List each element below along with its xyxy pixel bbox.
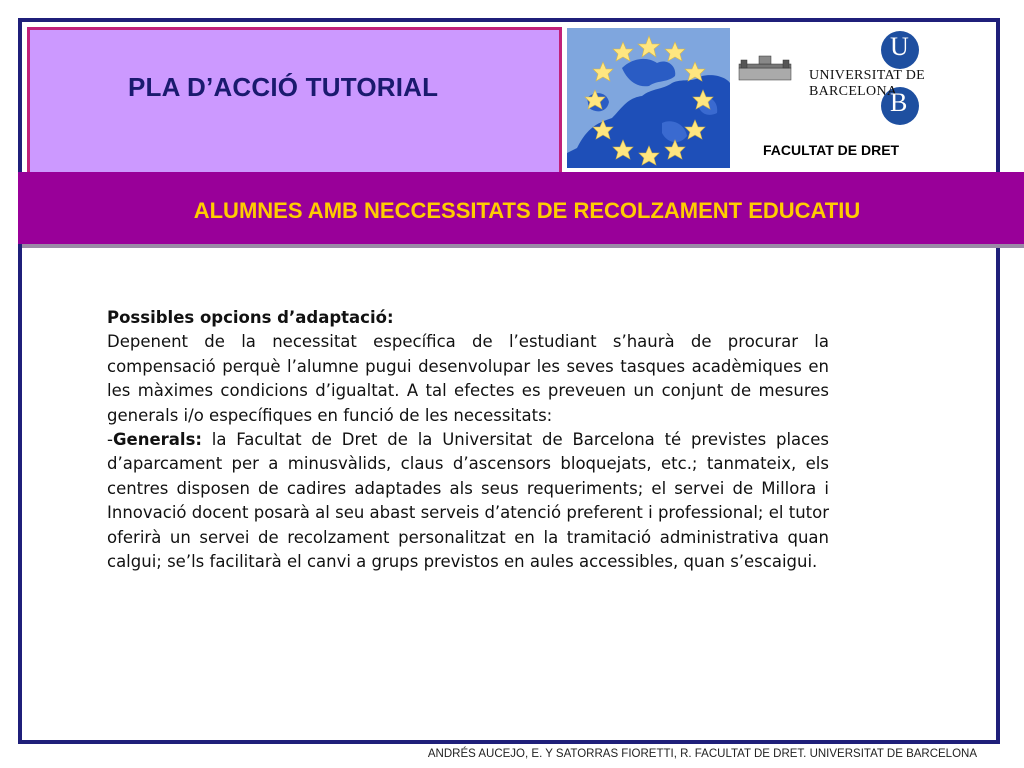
generals-paragraph bbox=[107, 428, 829, 574]
generals-label: Generals: bbox=[112, 430, 202, 450]
footer-credits: ANDRÉS AUCEJO, E. Y SATORRAS FIORETTI, R. FACULTAT DE DRET. UNIVERSITAT DE BARCELONA bbox=[427, 748, 977, 760]
faculty-label: FACULTAT DE DRET bbox=[763, 142, 900, 158]
title-box bbox=[27, 27, 562, 179]
logo-letter-u: U bbox=[890, 32, 909, 61]
content-body bbox=[107, 306, 829, 574]
university-logo bbox=[735, 28, 997, 138]
generals-prefix: - bbox=[107, 430, 113, 450]
banner-title: ALUMNES AMB NECCESSITATS DE RECOLZAMENT EDUCATIU bbox=[193, 198, 861, 223]
eu-map-image bbox=[567, 28, 730, 168]
generals-text: la Facultat de Dret de la Universitat de Barcelona té previstes places d’aparcament per a minusvàlids, claus d’ascensors bloquejats, etc.; tanmateix, els centres disposen de cadires adaptades als seus requeriments; el servei de Millora i Innovació docent posarà al seu abast serveis d’atenció preferent i professional; el tutor oferirà un servei de recolzament personalitzat en la tramitació administrativa quan calgui; se’ls facilitarà el canvi a grups previstos en aules accessibles, quan s’escaigui. bbox=[107, 430, 829, 572]
content-intro: Depenent de la necessitat específica de l’estudiant s’haurà de procurar la compensació perquè l’alumne pugui desenvolupar les seves tasques acadèmiques en les màximes condicions d’igualtat. A tal efectes es preveuen un conjunt de mesures generals i/o específiques en funció de les necessitats: bbox=[107, 332, 829, 425]
content-heading: Possibles opcions d’adaptació: bbox=[107, 308, 394, 327]
slide-title: PLA D’ACCIÓ TUTORIAL bbox=[128, 72, 439, 102]
logo-letter-b: B bbox=[890, 88, 908, 117]
university-name: UNIVERSITAT DE BARCELONA bbox=[809, 68, 925, 99]
